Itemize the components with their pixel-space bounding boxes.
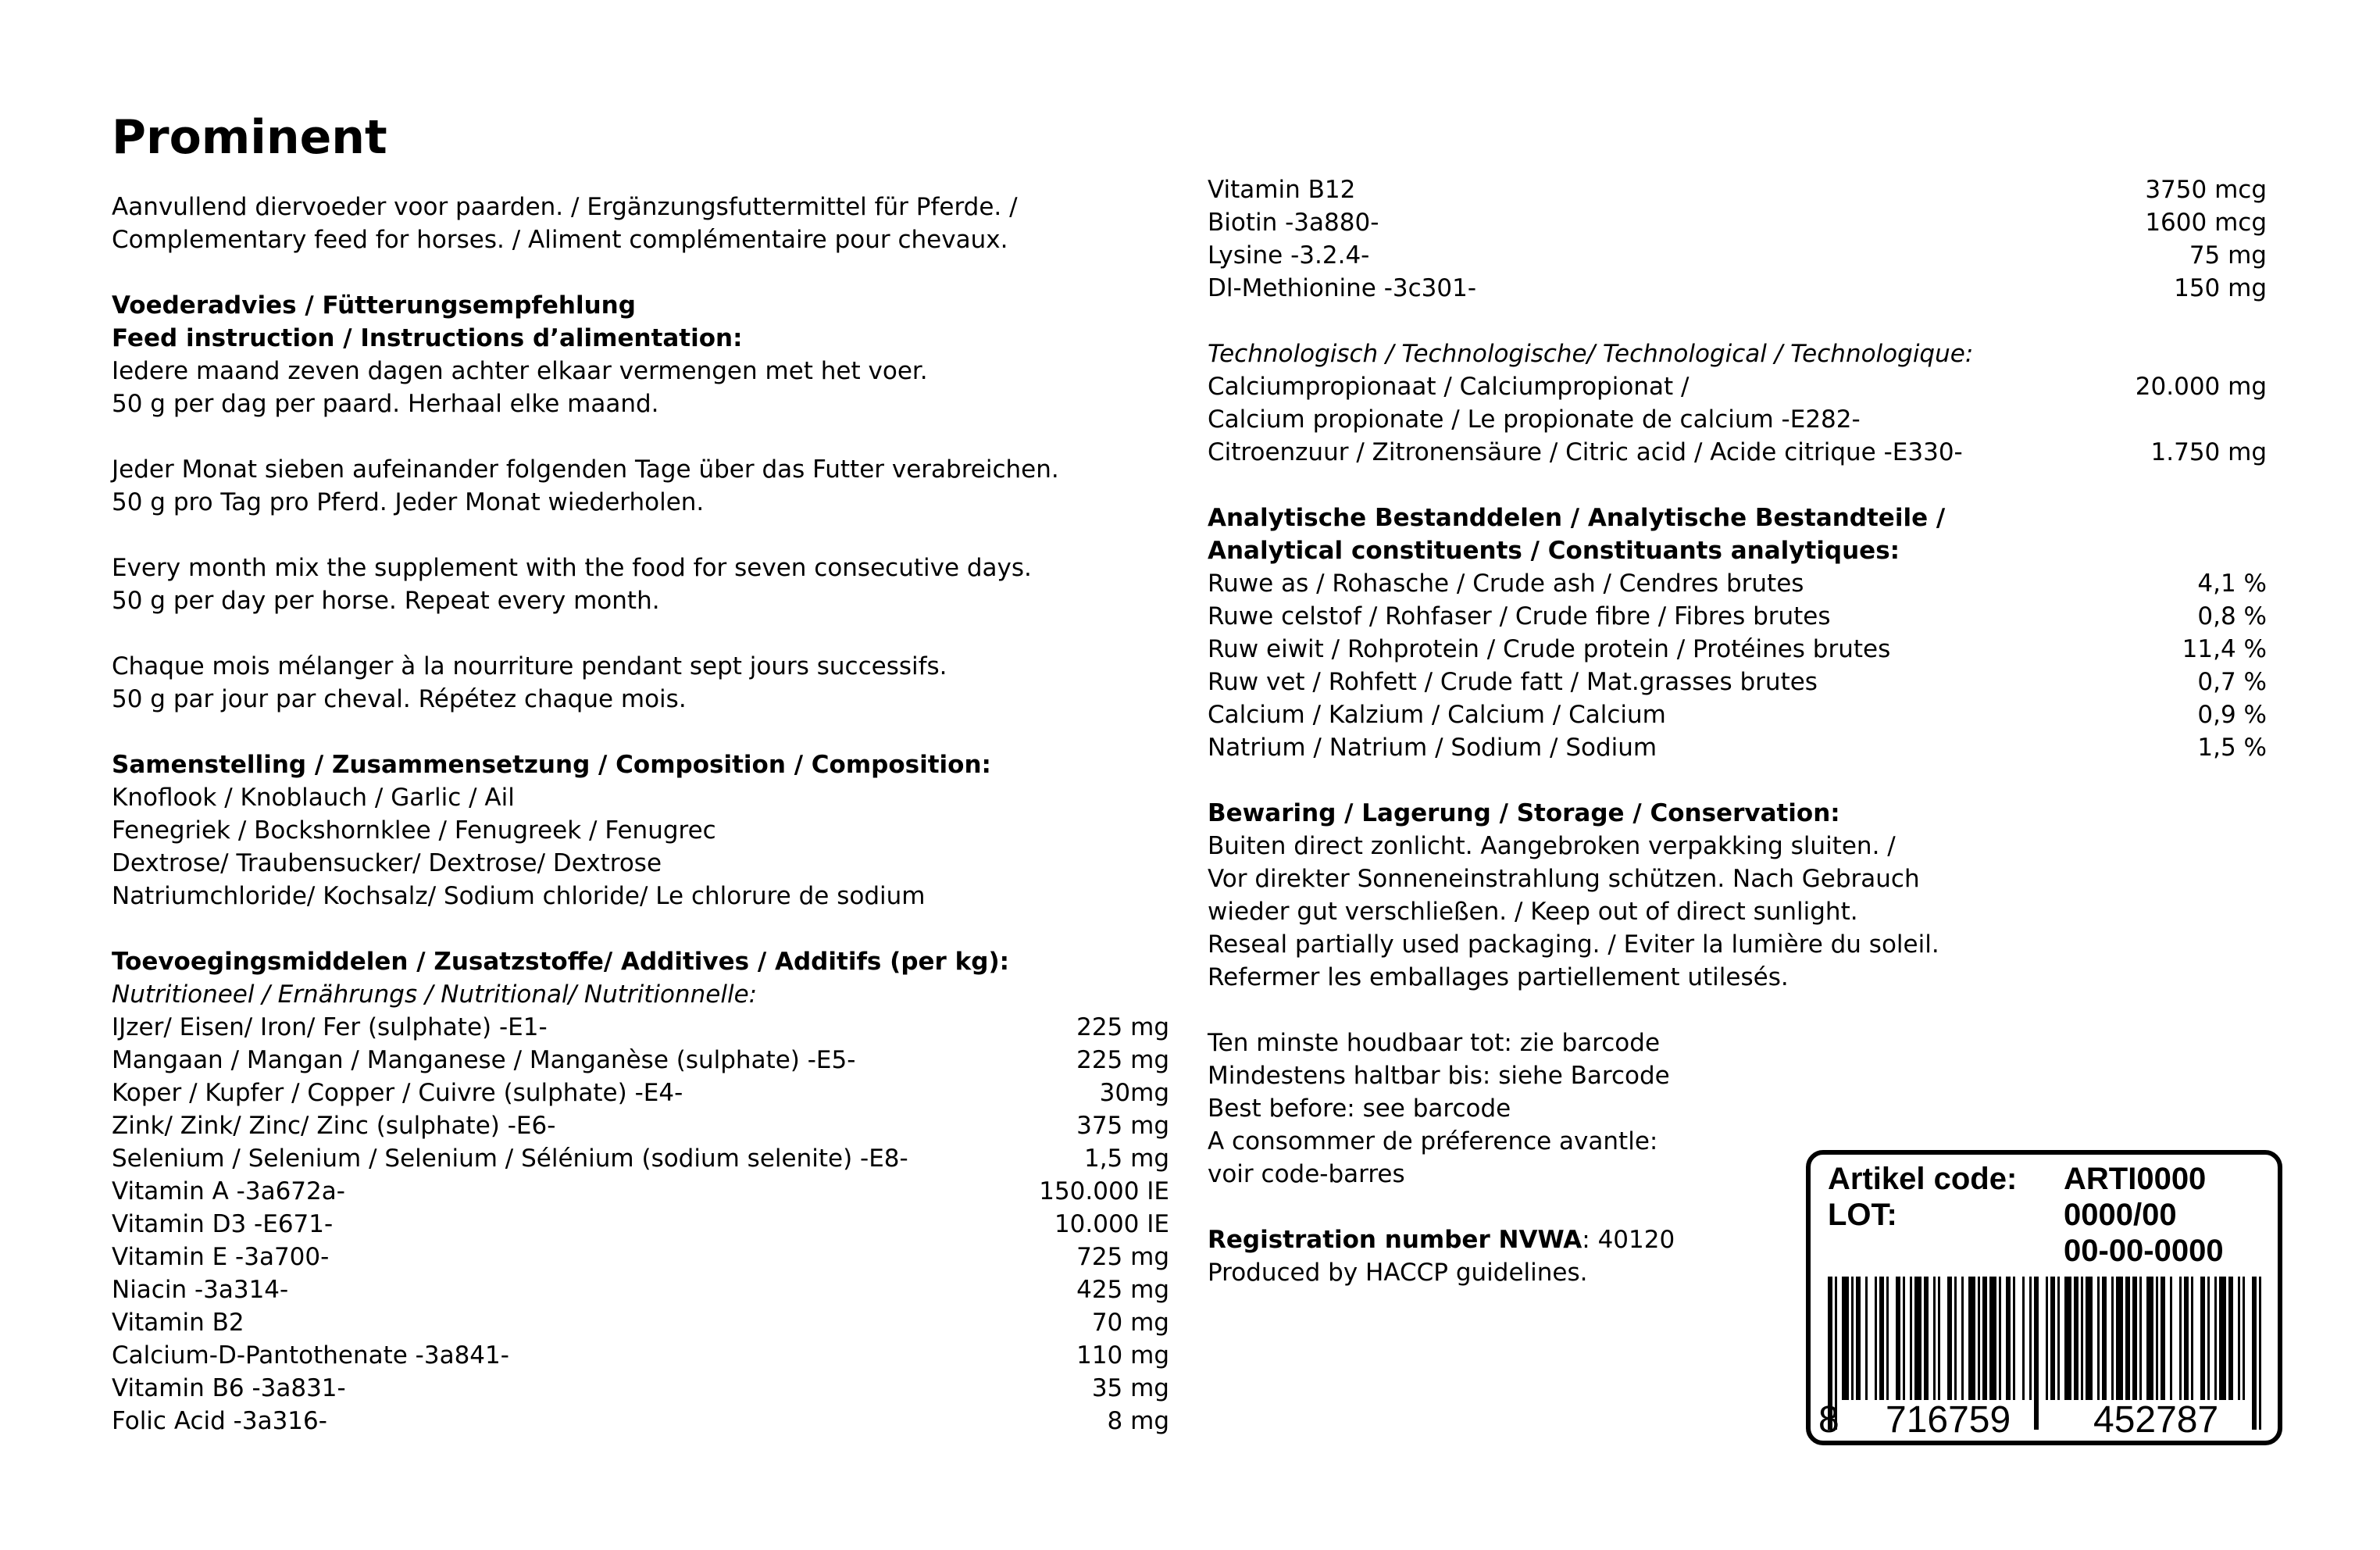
analytical-value: 0,7 % [2197,668,2267,696]
nutritional-label: Nutritioneel / Ernährungs / Nutritional/ Nutritionnelle: [112,980,758,1009]
label-box [1806,1150,2282,1445]
additive-name: Vitamin A -3a672a- [112,1177,345,1205]
additive-value: 8 mg [1107,1407,1169,1435]
barcode-bar [2191,1277,2193,1400]
barcode-bar [2111,1277,2114,1400]
analytical-name: Natrium / Natrium / Sodium / Sodium [1208,734,1657,762]
registration-number: : 40120 [1582,1226,1675,1254]
barcode-bar [1851,1277,1854,1400]
additive-value: 70 mg [1091,1309,1169,1337]
additive-name: Folic Acid -3a316- [112,1407,327,1435]
barcode-bar [1910,1277,1912,1400]
product-title: Prominent [112,110,387,165]
barcode-bar [1982,1277,1987,1400]
barcode-bar [1989,1277,1996,1400]
storage-heading: Bewaring / Lagerung / Storage / Conservation: [1208,799,1840,827]
additives-list [112,1011,1169,1438]
analytical-heading-2: Analytical constituents / Constituants analytiques: [1208,537,1900,565]
technological-value: 1.750 mg [2150,438,2267,466]
additive-name: Biotin -3a880- [1208,209,1379,237]
barcode-bar [2006,1277,2011,1400]
barcode-bar [2139,1277,2142,1400]
additive-value: 1600 mcg [2145,209,2267,237]
analytical-value: 0,8 % [2197,602,2267,630]
analytical-row [1208,600,2267,633]
barcode-bar [1961,1277,1964,1400]
analytical-name: Calcium / Kalzium / Calcium / Calcium [1208,701,1666,729]
feed-heading-2: Feed instruction / Instructions d’alimentation: [112,324,743,352]
additive-row [112,1306,1169,1339]
barcode-bar [1978,1277,1980,1400]
additive-name: Zink/ Zink/ Zinc/ Zinc (sulphate) -E6- [112,1112,556,1140]
best-before-line: Mindestens haltbar bis: siehe Barcode [1208,1062,1670,1090]
feed-nl-1: Iedere maand zeven dagen achter elkaar vermengen met het voer. [112,357,928,385]
barcode-bar [2034,1277,2039,1430]
best-before-line: voir code-barres [1208,1160,1405,1188]
additive-name: Selenium / Selenium / Selenium / Sélénium (sodium selenite) -E8- [112,1145,908,1173]
composition-item: Fenegriek / Bockshornklee / Fenugreek / Fenugrec [112,816,716,845]
analytical-row [1208,698,2267,731]
technological-name: Citroenzuur / Zitronensäure / Citric acid / Acide citrique -E330- [1208,438,1963,466]
additive-name: Niacin -3a314- [112,1276,289,1304]
barcode-bar [1896,1277,1900,1400]
best-before-line: Ten minste houdbaar tot: zie barcode [1208,1029,1661,1057]
best-before-line: Best before: see barcode [1208,1095,1511,1123]
analytical-heading-1: Analytische Bestanddelen / Analytische Bestandteile / [1208,504,1946,532]
barcode-bar [2146,1277,2153,1400]
additive-name: Lysine -3.2.4- [1208,241,1370,270]
technological-name: Calciumpropionaat / Calciumpropionat / [1208,373,1690,401]
barcode-bar [1903,1277,1905,1400]
barcode-bar [1842,1277,1849,1400]
additive-value: 110 mg [1076,1341,1169,1370]
analytical-row [1208,633,2267,666]
barcode-digits-right: 452787 [2093,1399,2219,1441]
barcode-bar [2074,1277,2078,1400]
barcode-bar [1947,1277,1952,1400]
barcode-bar [1879,1277,1884,1400]
barcode-bar [2050,1277,2055,1400]
barcode-bar [2238,1277,2240,1400]
barcode-bar [2022,1277,2025,1400]
storage-line: Buiten direct zonlicht. Aangebroken verpakking sluiten. / [1208,832,1896,860]
analytical-value: 0,9 % [2197,701,2267,729]
additive-row [112,1273,1169,1306]
registration-label: Registration number NVWA [1208,1226,1583,1254]
additive-name: Vitamin B12 [1208,176,1356,204]
barcode-bar [1875,1277,1877,1400]
barcode-digit-lead: 8 [1818,1399,1839,1441]
analytical-name: Ruwe celstof / Rohfaser / Crude fibre / Fibres brutes [1208,602,1831,630]
additive-value: 425 mg [1076,1276,1169,1304]
intro-line-2: Complementary feed for horses. / Aliment complémentaire pour chevaux. [112,226,1008,254]
additive-row [112,1077,1169,1109]
haccp-line: Produced by HACCP guidelines. [1208,1259,1588,1287]
barcode [1811,1155,2278,1441]
composition-item: Knoflook / Knoblauch / Garlic / Ail [112,784,515,812]
technological-row [1208,436,2267,469]
barcode-bar [1924,1277,1929,1400]
storage-line: Vor direkter Sonneneinstrahlung schützen. Nach Gebrauch [1208,865,1920,893]
additive-row [112,1241,1169,1273]
barcode-bar [2125,1277,2130,1400]
barcode-bar [2259,1277,2261,1430]
feed-heading-1: Voederadvies / Fütterungsempfehlung [112,291,636,320]
barcode-bar [1865,1277,1868,1400]
barcode-bar [2013,1277,2015,1400]
additive-name: Vitamin B2 [112,1309,244,1337]
barcode-bar [1856,1277,1861,1400]
analytical-row [1208,731,2267,764]
barcode-bar [2214,1277,2217,1400]
additive-row [1208,239,2267,272]
barcode-bar [1886,1277,1889,1400]
barcode-bar [2081,1277,2083,1400]
analytical-row [1208,567,2267,600]
additive-value: 150.000 IE [1039,1177,1169,1205]
additive-value: 75 mg [2189,241,2267,270]
lot-value: 0000/00 [2064,1198,2177,1232]
composition-heading: Samenstelling / Zusammensetzung / Composition / Composition: [112,751,991,779]
analytical-value: 11,4 % [2182,635,2267,663]
additive-value: 725 mg [1076,1243,1169,1271]
barcode-bar [1954,1277,1957,1400]
additive-name: Koper / Kupfer / Copper / Cuivre (sulphate) -E4- [112,1079,683,1107]
analytical-name: Ruwe as / Rohasche / Crude ash / Cendres brutes [1208,570,1804,598]
additive-row [112,1339,1169,1372]
barcode-bar [2057,1277,2060,1400]
barcode-bar [2029,1277,2032,1400]
barcode-bar [2179,1277,2182,1400]
storage-line: Reseal partially used packaging. / Eviter la lumière du soleil. [1208,930,1939,959]
barcode-bar [2102,1277,2107,1400]
best-before-line: A consommer de préference avantle: [1208,1127,1658,1155]
barcode-bar [2252,1277,2257,1430]
analytical-value: 1,5 % [2197,734,2267,762]
composition-item: Natriumchloride/ Kochsalz/ Sodium chloride/ Le chlorure de sodium [112,882,926,910]
additive-value: 3750 mcg [2145,176,2267,204]
barcode-bar [2156,1277,2158,1400]
additives-heading: Toevoegingsmiddelen / Zusatzstoffe/ Additives / Additifs (per kg): [112,948,1010,976]
technological-value: 20.000 mg [2135,373,2267,401]
barcode-bar [1938,1277,1940,1400]
additive-value: 30mg [1099,1079,1169,1107]
barcode-bar [2200,1277,2205,1400]
article-code-label: Artikel code: [1828,1162,2018,1196]
additive-row [1208,272,2267,305]
technological-row [1208,370,2267,403]
additive-row [112,1208,1169,1241]
additive-row [112,1175,1169,1208]
additive-value: 10.000 IE [1054,1210,1169,1238]
barcode-bar [2161,1277,2165,1400]
analytical-value: 4,1 % [2197,570,2267,598]
additive-name: Dl-Methionine -3c301- [1208,274,1477,302]
additive-value: 225 mg [1076,1046,1169,1074]
feed-de-2: 50 g pro Tag pro Pferd. Jeder Monat wiederholen. [112,488,705,516]
additive-name: Vitamin D3 -E671- [112,1210,334,1238]
feed-nl-2: 50 g per dag per paard. Herhaal elke maand. [112,390,659,418]
additive-name: Mangaan / Mangan / Manganese / Manganèse (sulphate) -E5- [112,1046,856,1074]
additive-name: Calcium-D-Pantothenate -3a841- [112,1341,509,1370]
article-code-value: ARTI0000 [2064,1162,2207,1196]
barcode-bar [2243,1277,2245,1400]
barcode-bar [2184,1277,2189,1400]
additive-row [112,1142,1169,1175]
additive-value: 150 mg [2174,274,2267,302]
technological-label: Technologisch / Technologische/ Technological / Technologique: [1208,340,1974,368]
barcode-bar [2132,1277,2137,1400]
barcode-bar [2086,1277,2093,1400]
storage-line: Refermer les emballages partiellement utilesés. [1208,963,1789,991]
barcode-bar [2097,1277,2100,1400]
intro-line-1: Aanvullend diervoeder voor paarden. / Ergänzungsfuttermittel für Pferde. / [112,193,1018,221]
barcode-bar [2219,1277,2226,1400]
barcode-bar [1914,1277,1921,1400]
lot-label: LOT: [1828,1198,1897,1232]
additive-row [1208,173,2267,206]
additive-row [112,1405,1169,1438]
barcode-bar [2170,1277,2172,1400]
barcode-bar [2064,1277,2071,1400]
additive-name: Vitamin E -3a700- [112,1243,330,1271]
additive-row [112,1044,1169,1077]
feed-en-2: 50 g per day per horse. Repeat every month. [112,587,660,615]
additive-value: 35 mg [1091,1374,1169,1402]
additive-row [112,1011,1169,1044]
barcode-digits-left: 716759 [1886,1399,2011,1441]
barcode-bar [2116,1277,2123,1400]
analytical-name: Ruw eiwit / Rohprotein / Crude protein / Protéines brutes [1208,635,1891,663]
additive-name: Vitamin B6 -3a831- [112,1374,346,1402]
additive-value: 225 mg [1076,1013,1169,1041]
feed-en-1: Every month mix the supplement with the food for seven consecutive days. [112,554,1032,582]
storage-line: wieder gut verschließen. / Keep out of direct sunlight. [1208,898,1858,926]
additive-row [112,1372,1169,1405]
date-value: 00-00-0000 [2064,1234,2224,1268]
additive-value: 375 mg [1076,1112,1169,1140]
analytical-row [1208,666,2267,698]
technological-line: Calcium propionate / Le propionate de calcium -E282- [1208,405,1861,434]
feed-de-1: Jeder Monat sieben aufeinander folgenden Tage über das Futter verabreichen. [112,455,1059,484]
barcode-bar [1999,1277,2001,1400]
additive-name: IJzer/ Eisen/ Iron/ Fer (sulphate) -E1- [112,1013,548,1041]
additive-value: 1,5 mg [1083,1145,1169,1173]
feed-fr-2: 50 g par jour par cheval. Répétez chaque mois. [112,685,687,713]
additive-row [1208,206,2267,239]
composition-item: Dextrose/ Traubensucker/ Dextrose/ Dextrose [112,849,662,877]
barcode-bar [1933,1277,1936,1400]
barcode-bar [2228,1277,2233,1400]
barcode-bar [1968,1277,1975,1400]
barcode-bar [2046,1277,2048,1400]
additive-row [112,1109,1169,1142]
feed-fr-1: Chaque mois mélanger à la nourriture pendant sept jours successifs. [112,652,947,680]
barcode-bar [2207,1277,2210,1400]
analytical-name: Ruw vet / Rohfett / Crude fatt / Mat.grasses brutes [1208,668,1818,696]
